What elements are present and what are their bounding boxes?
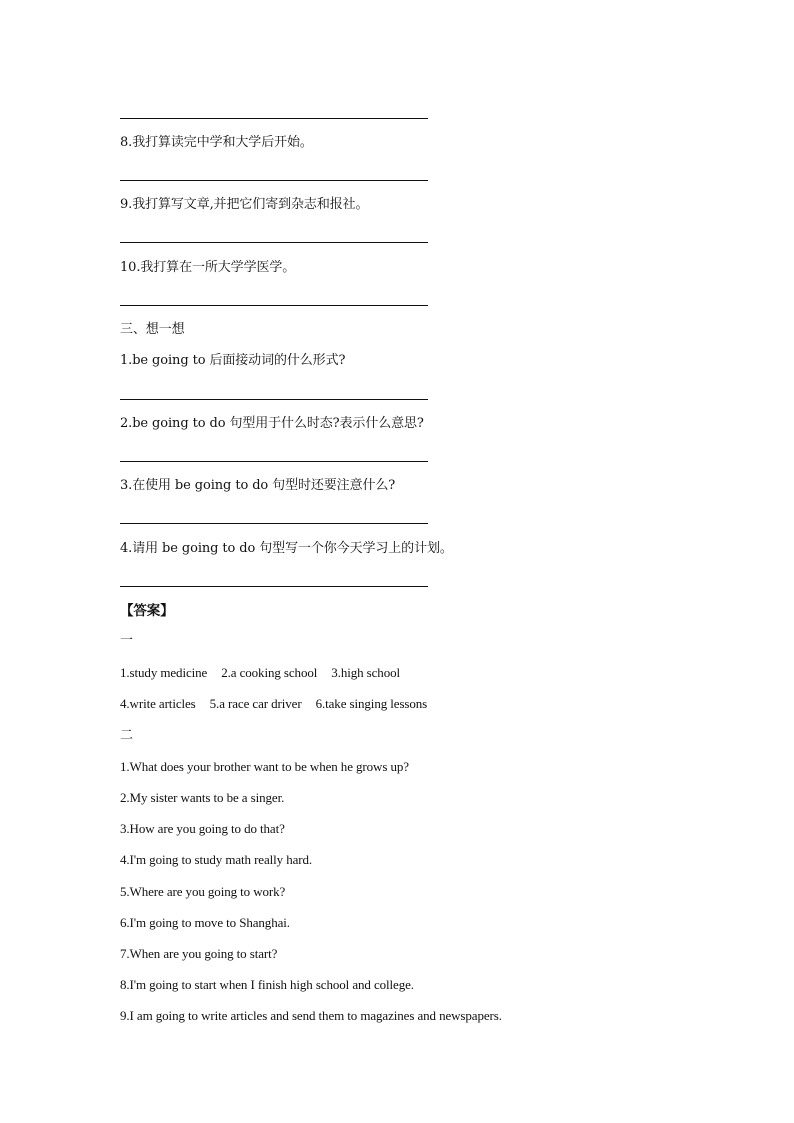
section-3-question-4: 4.请用 be going to do 句型写一个你今天学习上的计划。 bbox=[120, 541, 453, 556]
answer-item: 2.a cooking school bbox=[221, 665, 318, 680]
answers-part-1-row-1 bbox=[120, 665, 400, 681]
answer-item: 1.study medicine bbox=[120, 665, 208, 680]
answer-sentence: 6.I'm going to move to Shanghai. bbox=[120, 915, 290, 930]
answer-item: 3.high school bbox=[331, 665, 401, 680]
answer-sentence: 1.What does your brother want to be when he grows up? bbox=[120, 759, 409, 774]
answer-line bbox=[120, 305, 428, 306]
answer-item: 6.take singing lessons bbox=[315, 696, 428, 711]
answers-part-2-label: 二 bbox=[120, 728, 133, 743]
section-3-question-3: 3.在使用 be going to do 句型时还要注意什么? bbox=[120, 478, 396, 493]
question-10: 10.我打算在一所大学学医学。 bbox=[120, 260, 296, 275]
answer-sentence: 3.How are you going to do that? bbox=[120, 821, 285, 836]
answer-sentence: 8.I'm going to start when I finish high school and college. bbox=[120, 977, 414, 992]
answer-sentence: 2.My sister wants to be a singer. bbox=[120, 790, 285, 805]
answer-sentence: 4.I'm going to study math really hard. bbox=[120, 852, 313, 867]
answer-sentence: 9.I am going to write articles and send them to magazines and newspapers. bbox=[120, 1008, 502, 1023]
answers-part-1-row-2 bbox=[120, 696, 427, 712]
answer-line bbox=[120, 523, 428, 524]
section-3-question-2: 2.be going to do 句型用于什么时态?表示什么意思? bbox=[120, 416, 424, 431]
answer-item: 5.a race car driver bbox=[209, 696, 302, 711]
answers-title: 【答案】 bbox=[120, 603, 174, 619]
answer-line bbox=[120, 461, 428, 462]
answers-part-1-label: 一 bbox=[120, 633, 133, 648]
answer-line bbox=[120, 399, 428, 400]
answer-line bbox=[120, 242, 428, 243]
question-8: 8.我打算读完中学和大学后开始。 bbox=[120, 135, 313, 150]
question-9: 9.我打算写文章,并把它们寄到杂志和报社。 bbox=[120, 197, 369, 212]
answer-sentence: 7.When are you going to start? bbox=[120, 946, 278, 961]
section-3-question-1: 1.be going to 后面接动词的什么形式? bbox=[120, 353, 346, 368]
answer-sentence: 5.Where are you going to work? bbox=[120, 884, 286, 899]
answer-line bbox=[120, 118, 428, 119]
answer-line bbox=[120, 180, 428, 181]
answer-item: 4.write articles bbox=[120, 696, 196, 711]
section-3-title: 三、想一想 bbox=[120, 322, 185, 337]
answer-line bbox=[120, 586, 428, 587]
